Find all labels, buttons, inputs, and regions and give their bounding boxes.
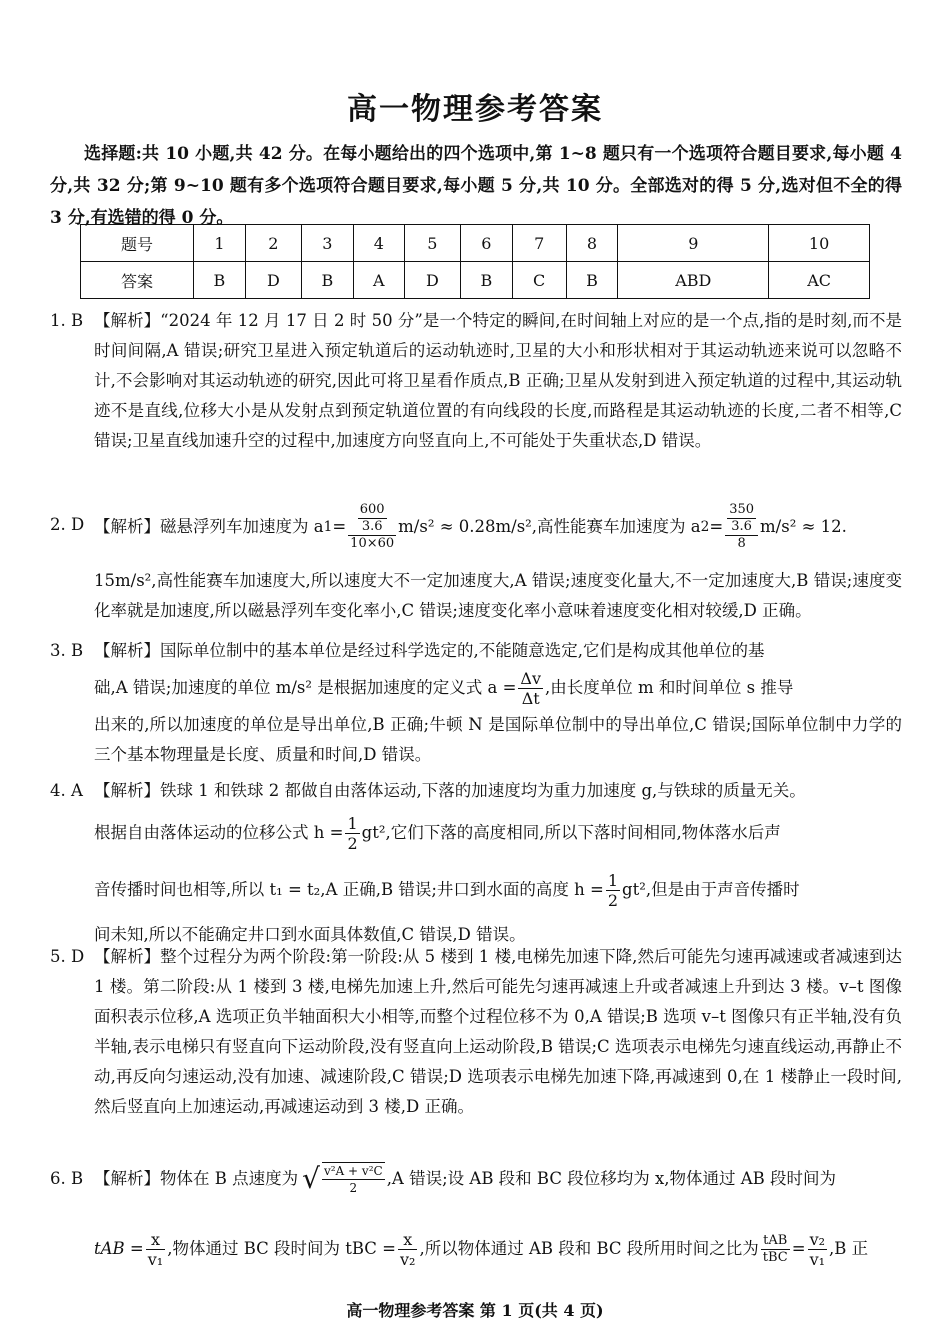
explanation-q4 bbox=[50, 776, 902, 950]
numerator: 1 bbox=[607, 870, 619, 890]
question-number: 7 bbox=[512, 225, 566, 262]
numerator: x bbox=[146, 1230, 165, 1250]
question-number: 3 bbox=[301, 225, 353, 262]
explanation-text: 【解析】磁悬浮列车加速度为 a bbox=[94, 517, 324, 536]
denominator: Δt bbox=[521, 688, 540, 708]
denominator: 10×60 bbox=[350, 536, 395, 551]
half-fraction bbox=[345, 814, 359, 853]
numerator: 350 bbox=[729, 502, 755, 517]
sqrt-icon: √ bbox=[302, 1162, 320, 1195]
question-number: 10 bbox=[769, 225, 870, 262]
denominator: 2 bbox=[347, 833, 358, 853]
explanation-text: ,A 错误;设 AB 段和 BC 段位移均为 x,物体通过 AB 段时间为 bbox=[386, 1169, 837, 1188]
numerator: 1 bbox=[347, 813, 358, 833]
formula-term: gt² bbox=[361, 823, 386, 842]
explanation-q3 bbox=[50, 636, 902, 770]
answer-cell: B bbox=[566, 262, 618, 299]
formula-line bbox=[94, 666, 902, 710]
denominator: tBC bbox=[762, 1249, 788, 1265]
answer-cell: B bbox=[460, 262, 512, 299]
explanation-q1 bbox=[50, 306, 902, 456]
explanation-text: 音传播时间也相等,所以 t₁ = t₂,A 正确,B 错误;井口到水面的高度 h = bbox=[94, 880, 604, 899]
explanation-text: ,B 正 bbox=[829, 1239, 869, 1258]
answer-table bbox=[80, 224, 870, 299]
question-number: 6 bbox=[460, 225, 512, 262]
explanation-text: 【解析】“2024 年 12 月 17 日 2 时 50 分”是一个特定的瞬间,在时间轴上对应的是一个点,指的是时刻,而不是时间间隔,A 错误;研究卫星进入预定轨道后的运动轨迹时,卫星的大小和形状相对于其运动轨迹来说可以忽略不计,不会影响对其运动轨迹的研究,因此可将卫星看作质点,B 正确;卫星从发射到进入预定轨道的过程中,其运动轨迹不是直线,位移大小是从发射点到预定轨道位置的有向线段的长度,而路程是其运动轨迹的长度,二者不相等,C 错误;卫星直线加速升空的过程中,加速度方向竖直向上,不可能处于失重状态,D 错误。 bbox=[94, 311, 902, 450]
formula-term: tAB = bbox=[94, 1239, 144, 1258]
question-label: 4. A bbox=[50, 781, 83, 800]
question-label: 2. D bbox=[50, 515, 85, 534]
answer-cell: ABD bbox=[618, 262, 769, 299]
explanation-text: 【解析】整个过程分为两个阶段:第一阶段:从 5 楼到 1 楼,电梯先加速下降,然后可能先匀速再减速或者减速到达 1 楼。第二阶段:从 1 楼到 3 楼,电梯先加速上升,然后可能先匀速再减速上升或者减速上升到达 3 楼。v–t 图像面积表示位移,A 选项正负半轴面积大小相等,而整个过程位移不为 0,A 错误;B 选项 v–t 图像只有正半轴,没有负半轴,表示电梯只有竖直向下运动阶段,没有竖直向上运动阶段,B 错误;C 选项表示电梯先匀速直线运动,再静止不动,再反向匀速运动,没有加速、减速阶段,C 错误;D 选项表示电梯先加速下降,再减速到 0,在 1 楼静止一段时间,然后竖直向上加速运动,再减速运动到 3 楼,D 正确。 bbox=[94, 947, 902, 1116]
row-label-answer: 答案 bbox=[81, 262, 194, 299]
question-number: 4 bbox=[353, 225, 404, 262]
denominator: 2 bbox=[607, 890, 619, 910]
explanation-text: ,它们下落的高度相同,所以下落时间相同,物体落水后声 bbox=[385, 823, 781, 842]
question-number: 1 bbox=[194, 225, 246, 262]
velocity-sqrt-fraction bbox=[322, 1162, 385, 1196]
explanation-q5 bbox=[50, 942, 902, 1122]
question-number: 8 bbox=[566, 225, 618, 262]
explanation-text: 【解析】铁球 1 和铁球 2 都做自由落体运动,下落的加速度均为重力加速度 g,与铁球的质量无关。 bbox=[94, 781, 806, 800]
explanation-text: m/s² ≈ 0.28m/s²,高性能赛车加速度为 a bbox=[398, 517, 701, 536]
explanation-text: 础,A 错误;加速度的单位 m/s² 是根据加速度的定义式 a = bbox=[94, 678, 517, 697]
formula-line bbox=[94, 806, 902, 860]
subscript: 1 bbox=[323, 519, 333, 535]
page-footer: 高一物理参考答案 第 1 页(共 4 页) bbox=[346, 1301, 604, 1320]
explanation-text: 出来的,所以加速度的单位是导出单位,B 正确;牛顿 N 是国际单位制中的导出单位,C 错误;国际单位制中力学的三个基本物理量是长度、质量和时间,D 错误。 bbox=[94, 715, 902, 764]
denominator: 2 bbox=[349, 1181, 358, 1195]
question-number: 2 bbox=[245, 225, 301, 262]
intro-paragraph: 选择题:共 10 小题,共 42 分。在每小题给出的四个选项中,第 1~8 题只有一个选项符合题目要求,每小题 4 分,共 32 分;第 9~10 题有多个选项符合题目要求,每小题 5 分,共 10 分。全部选对的得 5 分,选对但不全的得 3 分,有选错的得 0 分。 bbox=[50, 144, 902, 228]
answer-row bbox=[81, 262, 870, 299]
numerator: tAB bbox=[761, 1233, 790, 1250]
denominator: v₂ bbox=[400, 1249, 416, 1269]
explanation-q2 bbox=[50, 488, 902, 626]
explanation-text: 间未知,所以不能确定井口到水面具体数值,C 错误,D 错误。 bbox=[94, 925, 526, 944]
denominator: 3.6 bbox=[731, 519, 752, 534]
time-ab-fraction bbox=[146, 1230, 165, 1269]
answer-cell: A bbox=[353, 262, 404, 299]
equals-sign: = bbox=[791, 1239, 806, 1258]
numerator: v²A + v²C bbox=[323, 1164, 383, 1178]
formula-line bbox=[94, 1214, 902, 1284]
denominator: 3.6 bbox=[361, 519, 383, 534]
answer-cell: C bbox=[512, 262, 566, 299]
page-title: 高一物理参考答案 bbox=[347, 92, 603, 127]
question-label: 5. D bbox=[50, 947, 85, 966]
formula-line bbox=[94, 1144, 902, 1214]
explanation-text: 【解析】国际单位制中的基本单位是经过科学选定的,不能随意选定,它们是构成其他单位的基 bbox=[94, 641, 765, 660]
denominator: v₁ bbox=[147, 1249, 164, 1269]
question-label: 3. B bbox=[50, 641, 84, 660]
explanation-text: m/s² ≈ 12. bbox=[760, 517, 847, 536]
answer-cell: D bbox=[404, 262, 460, 299]
accel-definition-fraction bbox=[518, 669, 543, 708]
formula-line bbox=[94, 860, 902, 920]
explanation-text: ,所以物体通过 AB 段和 BC 段所用时间之比为 bbox=[419, 1239, 759, 1258]
denominator: v₁ bbox=[809, 1249, 826, 1269]
explanation-text: ,物体通过 BC 段时间为 tBC = bbox=[167, 1239, 396, 1258]
explanation-q6 bbox=[50, 1144, 902, 1284]
half-fraction bbox=[606, 871, 620, 910]
time-ratio-fraction bbox=[761, 1233, 790, 1266]
numerator: v₂ bbox=[809, 1229, 826, 1249]
explanation-text: 【解析】物体在 B 点速度为 bbox=[94, 1169, 299, 1188]
explanation-text: 根据自由落体运动的位移公式 h = bbox=[94, 823, 344, 842]
question-label: 1. B bbox=[50, 311, 84, 330]
answer-cell: B bbox=[301, 262, 353, 299]
formula-term: gt² bbox=[622, 880, 646, 899]
numerator: x bbox=[398, 1230, 417, 1250]
accel-fraction-2 bbox=[725, 502, 758, 552]
question-label: 6. B bbox=[50, 1169, 84, 1188]
subscript: 2 bbox=[700, 519, 710, 535]
question-number-row bbox=[81, 225, 870, 262]
explanation-text: ,但是由于声音传播时 bbox=[645, 880, 800, 899]
explanation-text: 15m/s²,高性能赛车加速度大,所以速度大不一定加速度大,A 错误;速度变化量大,不一定加速度大,B 错误;速度变化率就是加速度,所以磁悬浮列车变化率小,C 错误;速度变化率小意味着速度变化相对较缓,D 正确。 bbox=[94, 571, 902, 620]
denominator: 8 bbox=[737, 536, 746, 551]
answer-cell: D bbox=[245, 262, 301, 299]
numerator: 600 bbox=[359, 502, 385, 517]
answer-cell: AC bbox=[769, 262, 870, 299]
explanation-text: ,由长度单位 m 和时间单位 s 推导 bbox=[545, 678, 794, 697]
accel-fraction-1 bbox=[348, 502, 396, 552]
row-label-number: 题号 bbox=[81, 225, 194, 262]
question-number: 9 bbox=[618, 225, 769, 262]
question-number: 5 bbox=[404, 225, 460, 262]
velocity-ratio-fraction bbox=[808, 1230, 827, 1269]
formula-line: 【解析】磁悬浮列车加速度为 a 1 = $\frac{\frac{600}{3.6}}{10\times 60}$ m/s² ≈ 0.28m/s²,高性能赛车加速度为 a 2 = $\frac{\frac{350}{3.6}}{8}$ m/s² ≈ 12. bbox=[94, 502, 847, 551]
time-bc-fraction bbox=[398, 1230, 417, 1269]
numerator: Δv bbox=[520, 668, 541, 688]
answer-cell: B bbox=[194, 262, 246, 299]
